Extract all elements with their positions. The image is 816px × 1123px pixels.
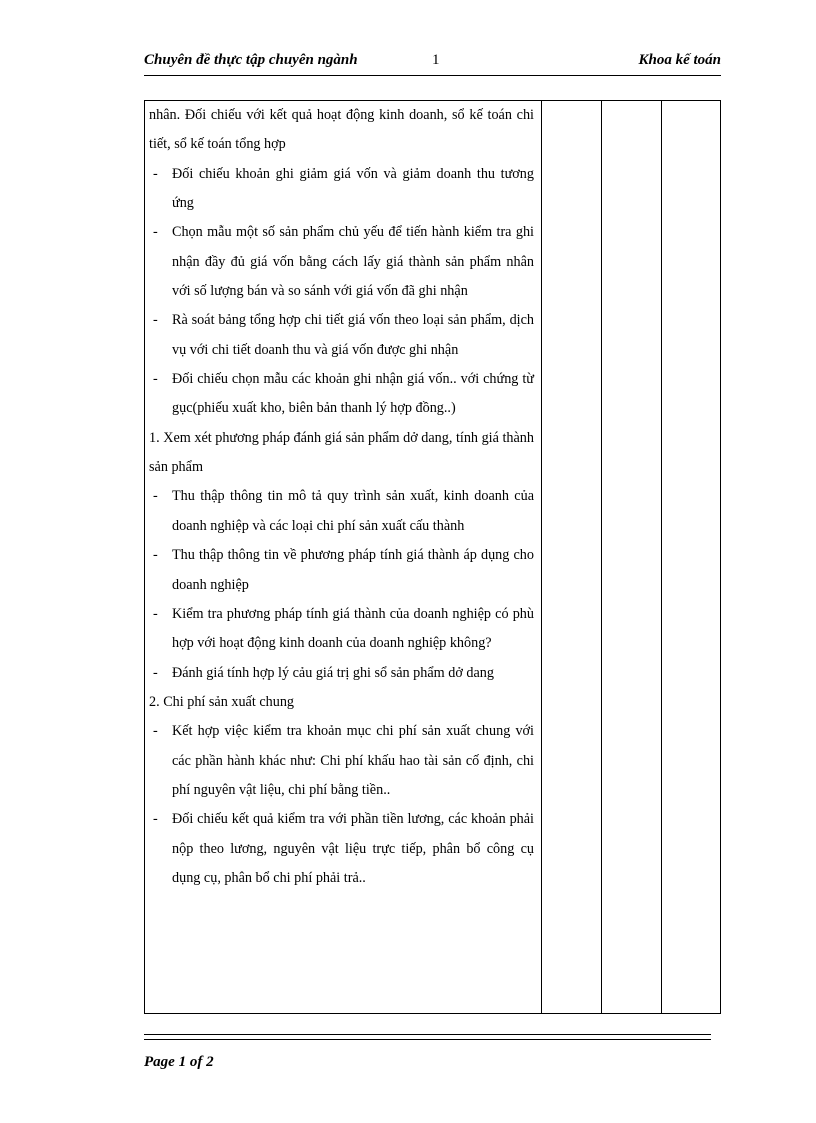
bullet-dash: -	[153, 371, 158, 388]
paragraph-text: Đánh giá tính hợp lý cảu giá trị ghi sổ sản phẩm dở dang	[172, 664, 494, 681]
paragraph-text: Kết hợp việc kiểm tra khoản mục chi phí sản xuất chung với các phần hành khác như: Chi phí khấu hao tài sản cố định, chi phí nguyên vật liệu, chi phí bằng tiền..	[172, 723, 534, 798]
bullet-item	[149, 541, 534, 600]
page-header	[144, 52, 721, 76]
bullet-dash: -	[153, 312, 158, 329]
paragraph	[149, 424, 534, 483]
bullet-item	[149, 306, 534, 365]
header-title: Chuyên đề thực tập chuyên ngành	[144, 52, 358, 68]
bullet-dash: -	[153, 811, 158, 828]
page-footer: Page 1 of 2	[144, 1054, 214, 1070]
column-divider	[541, 101, 542, 1013]
column-divider	[601, 101, 602, 1013]
bullet-item	[149, 717, 534, 805]
paragraph-text: 2. Chi phí sản xuất chung	[149, 693, 295, 710]
paragraph-text: Rà soát bảng tổng hợp chi tiết giá vốn theo loại sản phẩm, dịch vụ với chi tiết doanh thu và giá vốn được ghi nhận	[172, 312, 534, 358]
bullet-item	[149, 482, 534, 541]
bullet-item	[149, 600, 534, 659]
bullet-dash: -	[153, 605, 158, 622]
paragraph-text: 1. Xem xét phương pháp đánh giá sản phẩm dở dang, tính giá thành sản phẩm	[149, 429, 534, 476]
bullet-dash: -	[153, 224, 158, 241]
header-department: Khoa kế toán	[638, 52, 721, 68]
paragraph-text: Đối chiếu chọn mẫu các khoản ghi nhận giá vốn.. với chứng từ gục(phiếu xuất kho, biên bản thanh lý hợp đồng..)	[172, 371, 534, 417]
bullet-item	[149, 805, 534, 893]
bullet-dash: -	[153, 488, 158, 505]
bullet-item	[149, 365, 534, 424]
paragraph-text: Thu thập thông tin mô tả quy trình sản xuất, kinh doanh của doanh nghiệp và các loại chi phí sản xuất cấu thành	[172, 488, 534, 534]
bullet-dash: -	[153, 664, 158, 681]
bullet-dash: -	[153, 723, 158, 740]
bullet-item	[149, 160, 534, 219]
column-divider	[661, 101, 662, 1013]
table-content-cell	[149, 101, 534, 893]
paragraph-text: Thu thập thông tin về phương pháp tính giá thành áp dụng cho doanh nghiệp	[172, 547, 534, 593]
paragraph-text: nhân. Đối chiếu với kết quả hoạt động kinh doanh, sổ kế toán chi tiết, sổ kế toán tổng hợp	[149, 107, 534, 153]
header-rule	[144, 75, 721, 76]
paragraph-text: Chọn mẫu một số sản phẩm chủ yếu để tiến hành kiểm tra ghi nhận đầy đủ giá vốn bằng cách lấy giá thành sản phẩm nhân với số lượng bán và so sánh với giá vốn đã ghi nhận	[172, 224, 534, 300]
paragraph-text: Kiểm tra phương pháp tính giá thành của doanh nghiệp có phù hợp với hoạt động kinh doanh của doanh nghiệp không?	[172, 605, 534, 652]
footer-rule	[144, 1034, 711, 1040]
paragraph-text: Đối chiếu kết quả kiểm tra với phần tiền lương, các khoản phải nộp theo lương, nguyên vật liệu trực tiếp, phân bổ công cụ dụng cụ, phân bổ chi phí phải trả..	[172, 811, 534, 886]
bullet-item	[149, 218, 534, 306]
header-page-number: 1	[432, 52, 440, 68]
paragraph	[149, 688, 534, 717]
bullet-dash: -	[153, 547, 158, 564]
bullet-item	[149, 659, 534, 688]
bullet-dash: -	[153, 165, 158, 182]
paragraph	[149, 101, 534, 160]
paragraph-text: Đối chiếu khoản ghi giảm giá vốn và giảm doanh thu tương ứng	[172, 165, 534, 212]
